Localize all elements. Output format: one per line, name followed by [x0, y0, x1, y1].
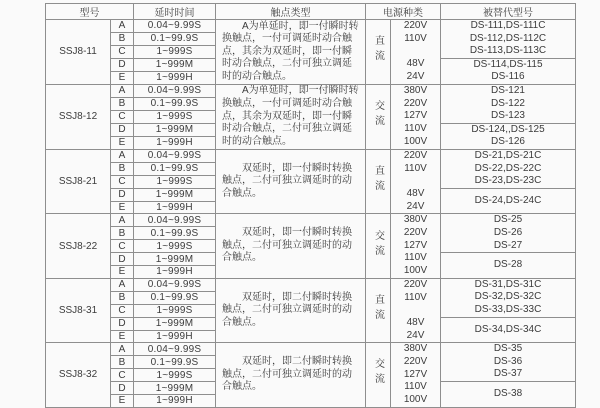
variant-letter: C	[111, 175, 134, 188]
variant-letter: A	[111, 20, 134, 33]
delay-value: 1~999S	[134, 240, 216, 253]
variant-letter: A	[111, 214, 134, 227]
delay-value: 1~999S	[134, 45, 216, 58]
replaced-model: DS-124,,DS-125	[471, 123, 545, 135]
variant-letter: E	[111, 266, 134, 279]
variant-letter: B	[111, 291, 134, 304]
power-kind-text: 直流	[372, 294, 384, 325]
replaced-model: DS-36	[493, 355, 523, 367]
replaced-models-top-cell	[441, 149, 576, 188]
variant-letter: C	[111, 240, 134, 253]
voltage-value: 127V	[403, 368, 428, 380]
header-model: 型号	[46, 4, 134, 20]
replaced-model: DS-27	[493, 239, 523, 251]
model-cell: SSJ8-11	[46, 20, 111, 85]
delay-value: 1~999M	[134, 382, 216, 395]
power-kind-text: 交流	[372, 100, 384, 131]
contact-type-cell	[216, 278, 366, 342]
contact-type-text: 双延时，即二付瞬时转换触点，二付可独立调延时的动合触点。	[222, 356, 352, 393]
voltage-value: 380V	[403, 343, 428, 355]
voltage-value	[391, 175, 440, 188]
voltage-value: 220V	[403, 20, 428, 31]
delay-value: 1~999M	[134, 253, 216, 266]
replaced-models-bottom-cell	[441, 382, 576, 408]
voltage-value: 24V	[406, 70, 425, 82]
contact-type-cell	[216, 343, 366, 407]
voltage-cell	[391, 84, 441, 149]
model-section-ssj8-22	[46, 214, 576, 278]
replaced-model: DS-31,DS-31C	[474, 278, 542, 290]
voltage-value: 24V	[406, 200, 425, 212]
voltage-cell	[391, 278, 441, 342]
voltage-value: 110V	[404, 291, 427, 303]
power-kind-cell	[366, 149, 391, 213]
power-kind-cell	[366, 20, 391, 85]
variant-letter: A	[111, 343, 134, 356]
delay-value: 0.1~99.9S	[134, 227, 216, 240]
replaced-model: DS-37	[493, 368, 523, 380]
delay-value: 1~999H	[134, 330, 216, 343]
power-kind-cell	[366, 278, 391, 342]
delay-value: 1~999M	[134, 58, 216, 71]
voltage-value: 220V	[403, 149, 428, 161]
replaced-models-bottom-cell	[441, 123, 576, 149]
delay-value: 1~999M	[134, 317, 216, 330]
voltage-value	[391, 304, 440, 317]
delay-value: 1~999S	[134, 304, 216, 317]
variant-letter: C	[111, 304, 134, 317]
delay-value: 1~999H	[134, 266, 216, 279]
replaced-model: DS-21,DS-21C	[474, 149, 542, 161]
table-row	[46, 214, 576, 227]
power-kind-cell	[366, 84, 391, 149]
variant-letter: C	[111, 45, 134, 58]
power-kind-text: 交流	[372, 358, 384, 389]
voltage-value: 110V	[404, 32, 427, 44]
replaced-model: DS-25	[493, 214, 523, 226]
voltage-cell	[391, 343, 441, 407]
voltage-value: 220V	[403, 278, 428, 290]
variant-letter: B	[111, 97, 134, 110]
variant-letter: E	[111, 201, 134, 214]
replaced-model: DS-112,DS-112C	[469, 32, 547, 44]
variant-letter: E	[111, 395, 134, 408]
replaced-models-bottom-cell	[441, 317, 576, 343]
power-kind-text: 交流	[372, 229, 384, 260]
header-power: 电源种类	[366, 4, 441, 20]
replaced-model: DS-126	[491, 136, 525, 148]
contact-type-text: 双延时，即二付瞬时转换触点，二付可独立调延时的动合触点。	[222, 291, 352, 328]
table-row	[46, 343, 576, 356]
model-section-ssj8-12	[46, 84, 576, 149]
voltage-value: 380V	[403, 84, 428, 96]
delay-value: 1~999H	[134, 395, 216, 408]
variant-letter: A	[111, 278, 134, 291]
model-cell: SSJ8-22	[46, 214, 111, 278]
table-row	[46, 84, 576, 97]
table-row	[46, 278, 576, 291]
replaced-model: DS-32,DS-32C	[474, 291, 542, 303]
model-section-ssj8-11	[46, 20, 576, 85]
replaced-model: DS-113,DS-113C	[469, 45, 547, 57]
replaced-models-bottom-cell	[441, 253, 576, 279]
delay-value: 0.1~99.9S	[134, 291, 216, 304]
model-cell: SSJ8-21	[46, 149, 111, 213]
replaced-models-top-cell	[441, 214, 576, 253]
header-contact: 触点类型	[216, 4, 366, 20]
model-cell: SSJ8-32	[46, 343, 111, 407]
variant-letter: A	[111, 84, 134, 97]
replaced-models-top-cell	[441, 343, 576, 382]
contact-type-text: 双延时，即一付瞬时转换触点，二付可独立调延时的动合触点。	[222, 227, 352, 264]
replaced-model: DS-38	[493, 388, 523, 400]
delay-value: 0.1~99.9S	[134, 356, 216, 369]
delay-value: 0.04~9.99S	[134, 278, 216, 291]
delay-value: 0.04~9.99S	[134, 343, 216, 356]
contact-type-text: A为单延时，即一付瞬时转换触点，一付可调延时动合触点，其余为双延时，即一付瞬时动合触点，二付可独立调延时的动合触点。	[222, 85, 359, 147]
table-row	[46, 20, 576, 33]
replaced-model: DS-22,DS-22C	[474, 162, 542, 174]
replaced-models-top-cell	[441, 84, 576, 123]
voltage-value: 220V	[403, 227, 428, 239]
variant-letter: D	[111, 123, 134, 136]
variant-letter: B	[111, 32, 134, 45]
variant-letter: D	[111, 58, 134, 71]
delay-value: 0.1~99.9S	[134, 162, 216, 175]
model-section-ssj8-31	[46, 278, 576, 342]
replaced-models-top-cell	[441, 278, 576, 317]
voltage-value: 48V	[406, 316, 425, 328]
voltage-value: 48V	[406, 58, 425, 70]
replaced-model: DS-114,DS-115	[473, 58, 543, 70]
variant-letter: C	[111, 369, 134, 382]
voltage-value: 127V	[403, 110, 428, 122]
replaced-model: DS-23,DS-23C	[474, 175, 542, 187]
voltage-value: 220V	[403, 97, 428, 109]
power-kind-cell	[366, 214, 391, 278]
delay-value: 1~999M	[134, 188, 216, 201]
replaced-model: DS-111,DS-111C	[470, 20, 546, 31]
delay-value: 0.1~99.9S	[134, 32, 216, 45]
variant-letter: D	[111, 382, 134, 395]
table-row	[46, 149, 576, 162]
replaced-models-top-cell	[441, 20, 576, 59]
power-kind-cell	[366, 343, 391, 407]
replaced-model: DS-121	[491, 84, 525, 96]
power-kind-text: 直流	[372, 165, 384, 196]
delay-value: 0.04~9.99S	[134, 84, 216, 97]
replaced-models-bottom-cell	[441, 188, 576, 214]
power-kind-text: 直流	[372, 35, 384, 66]
replaced-model: DS-116	[491, 71, 525, 83]
voltage-value: 110V	[404, 123, 427, 135]
voltage-cell	[391, 149, 441, 213]
delay-value: 1~999S	[134, 369, 216, 382]
contact-type-cell	[216, 214, 366, 278]
voltage-value: 110V	[404, 381, 427, 393]
contact-type-text: A为单延时，即一付瞬时转换触点，一付可调延时动合触点，其余为双延时，即一付瞬时动合触点，二付可独立调延时的动合触点。	[222, 20, 359, 82]
delay-value: 1~999M	[134, 123, 216, 136]
voltage-value: 127V	[403, 239, 428, 251]
delay-value: 0.04~9.99S	[134, 214, 216, 227]
delay-value: 1~999S	[134, 175, 216, 188]
relay-spec-table	[45, 3, 576, 408]
delay-value: 1~999H	[134, 136, 216, 149]
model-cell: SSJ8-12	[46, 84, 111, 149]
header-row	[46, 4, 576, 20]
delay-value: 0.04~9.99S	[134, 149, 216, 162]
replaced-model: DS-35	[493, 343, 523, 355]
replaced-model: DS-24,DS-24C	[474, 194, 542, 206]
voltage-value: 110V	[404, 162, 427, 174]
variant-letter: E	[111, 136, 134, 149]
contact-type-text: 双延时，即一付瞬时转换触点，二付可独立调延时的动合触点。	[222, 162, 352, 199]
voltage-cell	[391, 214, 441, 278]
voltage-value: 110V	[404, 252, 427, 264]
delay-value: 0.1~99.9S	[134, 97, 216, 110]
replaced-model: DS-26	[493, 226, 523, 238]
voltage-value: 24V	[406, 329, 425, 341]
variant-letter: B	[111, 356, 134, 369]
contact-type-cell	[216, 20, 366, 85]
replaced-model: DS-33,DS-33C	[474, 304, 542, 315]
delay-value: 1~999H	[134, 201, 216, 214]
model-cell: SSJ8-31	[46, 278, 111, 342]
replaced-model: DS-34,DS-34C	[474, 323, 542, 335]
header-replaced: 被替代型号	[441, 4, 576, 20]
header-delay: 延时时间	[134, 4, 216, 20]
variant-letter: D	[111, 253, 134, 266]
variant-letter: B	[111, 162, 134, 175]
voltage-value: 48V	[406, 188, 425, 199]
voltage-value: 380V	[403, 214, 428, 226]
variant-letter: E	[111, 330, 134, 343]
delay-value: 1~999H	[134, 71, 216, 84]
variant-letter: E	[111, 71, 134, 84]
voltage-value	[391, 45, 440, 58]
variant-letter: B	[111, 227, 134, 240]
contact-type-cell	[216, 84, 366, 149]
replaced-models-bottom-cell	[441, 58, 576, 84]
delay-value: 0.04~9.99S	[134, 20, 216, 33]
voltage-value: 100V	[403, 265, 428, 277]
voltage-cell	[391, 20, 441, 85]
variant-letter: D	[111, 317, 134, 330]
delay-value: 1~999S	[134, 110, 216, 123]
voltage-value: 220V	[403, 355, 428, 367]
voltage-value: 100V	[403, 135, 428, 147]
voltage-value: 100V	[403, 394, 428, 405]
replaced-model: DS-123	[491, 110, 525, 122]
model-section-ssj8-32	[46, 343, 576, 407]
model-section-ssj8-21	[46, 149, 576, 213]
contact-type-cell	[216, 149, 366, 213]
variant-letter: A	[111, 149, 134, 162]
replaced-model: DS-28	[493, 259, 523, 271]
replaced-model: DS-122	[491, 97, 525, 109]
variant-letter: C	[111, 110, 134, 123]
variant-letter: D	[111, 188, 134, 201]
